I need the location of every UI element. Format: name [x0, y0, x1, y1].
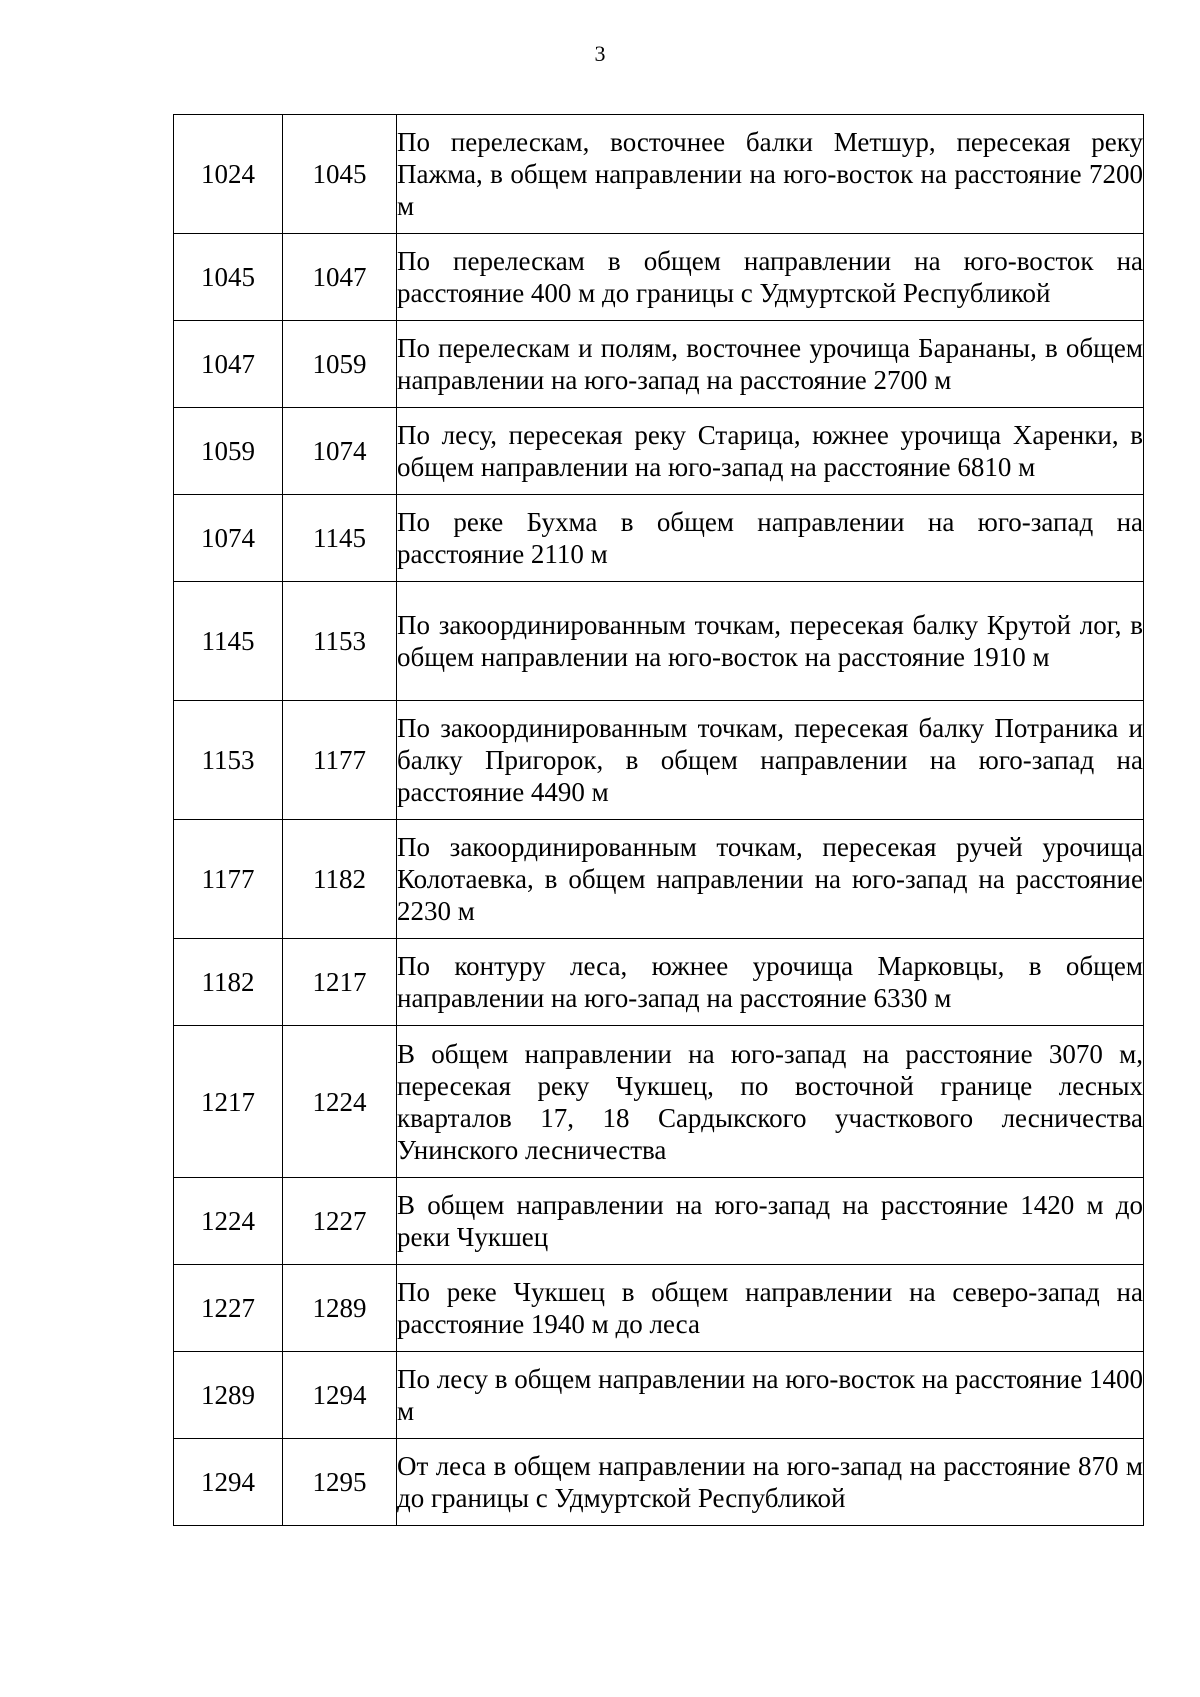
boundary-description-cell: По лесу, пересекая реку Старица, южнее урочища Харенки, в общем направлении на юго-запад на расстояние 6810 м	[397, 408, 1144, 495]
start-point-cell: 1153	[174, 701, 283, 820]
start-point-cell: 1224	[174, 1178, 283, 1265]
table-row	[174, 115, 1144, 234]
boundary-description-cell: По контуру леса, южнее урочища Марковцы, в общем направлении на юго-запад на расстояние 6330 м	[397, 939, 1144, 1026]
start-point-cell: 1059	[174, 408, 283, 495]
end-point-cell: 1295	[283, 1439, 397, 1526]
table-row	[174, 234, 1144, 321]
end-point-cell: 1289	[283, 1265, 397, 1352]
boundary-description-cell: В общем направлении на юго-запад на расстояние 3070 м, пересекая реку Чукшец, по восточной границе лесных кварталов 17, 18 Сардыкского участкового лесничества Унинского лесничества	[397, 1026, 1144, 1178]
table-row	[174, 1352, 1144, 1439]
boundary-description-cell: По лесу в общем направлении на юго-восток на расстояние 1400 м	[397, 1352, 1144, 1439]
end-point-cell: 1177	[283, 701, 397, 820]
end-point-cell: 1059	[283, 321, 397, 408]
table-row	[174, 1439, 1144, 1526]
start-point-cell: 1177	[174, 820, 283, 939]
start-point-cell: 1289	[174, 1352, 283, 1439]
table-row	[174, 820, 1144, 939]
boundary-description-cell: По закоординированным точкам, пересекая балку Потраника и балку Пригорок, в общем направлении на юго-запад на расстояние 4490 м	[397, 701, 1144, 820]
start-point-cell: 1145	[174, 582, 283, 701]
boundary-description-cell: По закоординированным точкам, пересекая ручей урочища Колотаевка, в общем направлении на юго-запад на расстояние 2230 м	[397, 820, 1144, 939]
table-row	[174, 321, 1144, 408]
end-point-cell: 1045	[283, 115, 397, 234]
start-point-cell: 1182	[174, 939, 283, 1026]
start-point-cell: 1024	[174, 115, 283, 234]
boundary-description-cell: От леса в общем направлении на юго-запад на расстояние 870 м до границы с Удмуртской Республикой	[397, 1439, 1144, 1526]
end-point-cell: 1074	[283, 408, 397, 495]
boundary-description-cell: По реке Бухма в общем направлении на юго-запад на расстояние 2110 м	[397, 495, 1144, 582]
start-point-cell: 1227	[174, 1265, 283, 1352]
boundary-description-cell: По перелескам и полям, восточнее урочища Барананы, в общем направлении на юго-запад на расстояние 2700 м	[397, 321, 1144, 408]
end-point-cell: 1145	[283, 495, 397, 582]
table-row	[174, 582, 1144, 701]
start-point-cell: 1047	[174, 321, 283, 408]
boundary-description-cell: По реке Чукшец в общем направлении на северо-запад на расстояние 1940 м до леса	[397, 1265, 1144, 1352]
end-point-cell: 1047	[283, 234, 397, 321]
end-point-cell: 1182	[283, 820, 397, 939]
table-row	[174, 701, 1144, 820]
boundary-description-cell: В общем направлении на юго-запад на расстояние 1420 м до реки Чукшец	[397, 1178, 1144, 1265]
boundary-description-cell: По закоординированным точкам, пересекая балку Крутой лог, в общем направлении на юго-восток на расстояние 1910 м	[397, 582, 1144, 701]
end-point-cell: 1224	[283, 1026, 397, 1178]
boundary-description-cell: По перелескам в общем направлении на юго-восток на расстояние 400 м до границы с Удмуртской Республикой	[397, 234, 1144, 321]
end-point-cell: 1294	[283, 1352, 397, 1439]
end-point-cell: 1227	[283, 1178, 397, 1265]
end-point-cell: 1217	[283, 939, 397, 1026]
table-row	[174, 1178, 1144, 1265]
start-point-cell: 1294	[174, 1439, 283, 1526]
table-row	[174, 1265, 1144, 1352]
table-row	[174, 495, 1144, 582]
end-point-cell: 1153	[283, 582, 397, 701]
page-number: 3	[594, 41, 606, 66]
start-point-cell: 1217	[174, 1026, 283, 1178]
start-point-cell: 1045	[174, 234, 283, 321]
boundary-description-cell: По перелескам, восточнее балки Метшур, пересекая реку Пажма, в общем направлении на юго-восток на расстояние 7200 м	[397, 115, 1144, 234]
table-row	[174, 408, 1144, 495]
table-row	[174, 939, 1144, 1026]
start-point-cell: 1074	[174, 495, 283, 582]
boundary-points-table	[173, 114, 1144, 1526]
table-row	[174, 1026, 1144, 1178]
